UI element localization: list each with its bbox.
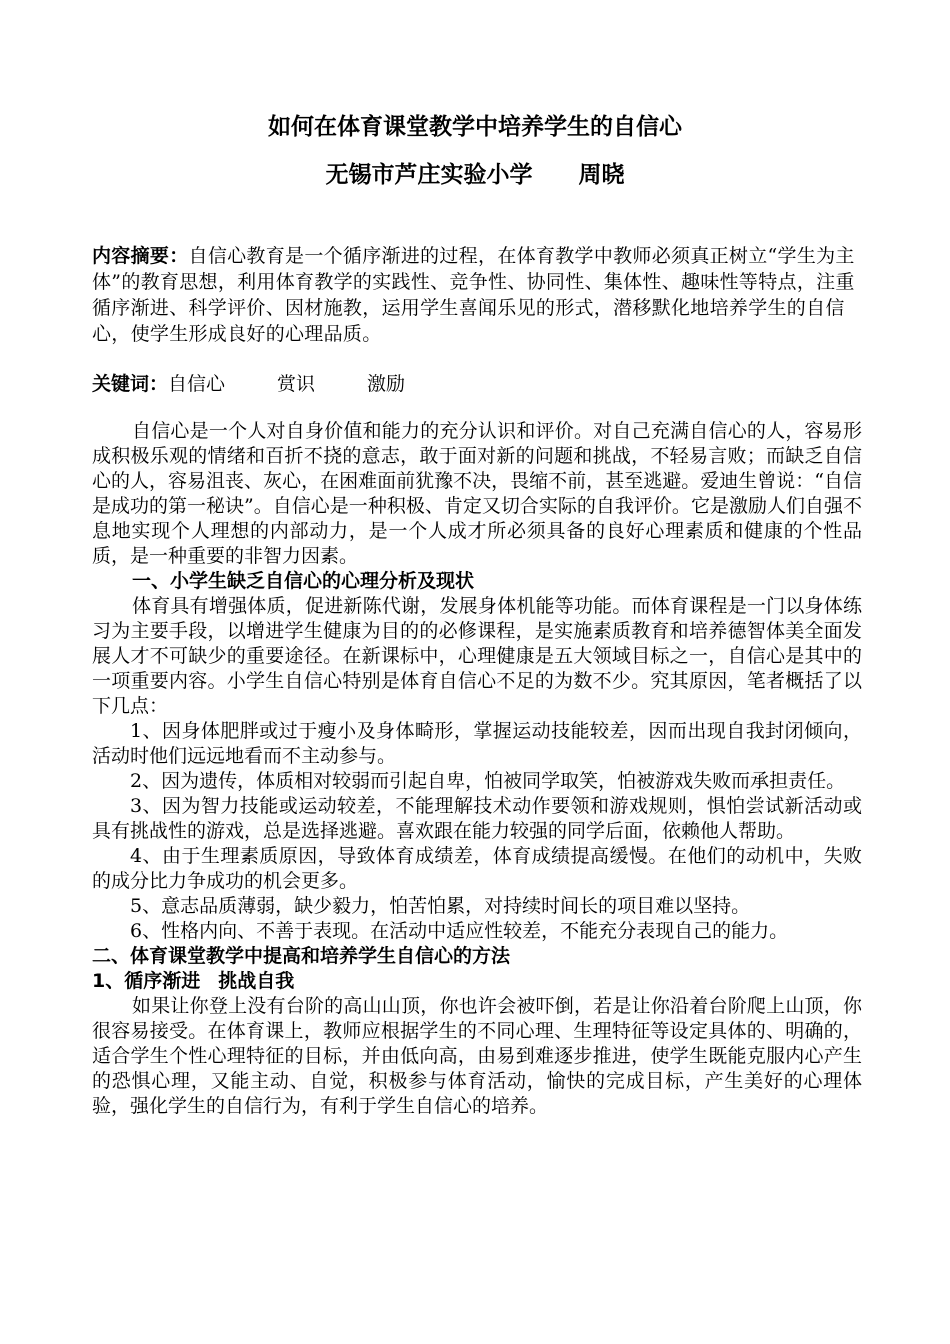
- keywords: [92, 371, 862, 397]
- author-name: 周晓: [578, 162, 625, 188]
- school-name: 无锡市芦庄实验小学: [325, 162, 533, 188]
- list-item: 2、因为遗传，体质相对较弱而引起自卑，怕被同学取笑，怕被游戏失败而承担责任。: [130, 770, 846, 792]
- abstract-label: 内容摘要：: [92, 245, 189, 267]
- list-item: 4、由于生理素质原因，导致体育成绩差，体育成绩提高缓慢。在他们的动机中，失败的成分比力争成功的机会更多。: [92, 845, 862, 892]
- author-line: [0, 156, 950, 189]
- subsection1-title: 挑战自我: [218, 970, 295, 992]
- abstract: [92, 243, 862, 347]
- list-item: 6、性格内向、不善于表现。在活动中适应性较差，不能充分表现自己的能力。: [130, 920, 789, 942]
- keyword: 激励: [367, 373, 406, 395]
- keywords-label: 关键词：: [92, 373, 169, 395]
- body-text: [92, 419, 862, 1119]
- keyword: 自信心: [168, 373, 226, 395]
- intro-paragraph: 自信心是一个人对自身价值和能力的充分认识和评价。对自己充满自信心的人，容易形成积极乐观的情绪和百折不挠的意志，敢于面对新的问题和挑战，不轻易言败；而缺乏自信心的人，容易沮丧、灰心，在困难面前犹豫不决，畏缩不前，甚至逃避。爱迪生曾说：“自信是成功的第一秘诀”。自信心是一种积极、肯定又切合实际的自我评价。它是激励人们自强不息地实现个人理想的内部动力，是一个人成才所必须具备的良好心理素质和健康的个性品质，是一种重要的非智力因素。: [92, 420, 862, 567]
- abstract-text: 自信心教育是一个循序渐进的过程，在体育教学中教师必须真正树立“学生为主体”的教育思想，利用体育教学的实践性、竞争性、协同性、集体性、趣味性等特点，注重循序渐进、科学评价、因材施教，运用学生喜闻乐见的形式，潜移默化地培养学生的自信心，使学生形成良好的心理品质。: [92, 245, 855, 345]
- list-item: 5、意志品质薄弱，缺少毅力，怕苦怕累，对持续时间长的项目难以坚持。: [130, 895, 751, 917]
- keyword: 赏识: [277, 373, 316, 395]
- subsection1-paragraph: 如果让你登上没有台阶的高山山顶，你也许会被吓倒，若是让你沿着台阶爬上山顶，你很容易接受。在体育课上，教师应根据学生的不同心理、生理特征等设定具体的、明确的，适合学生个性心理特征的目标，并由低向高，由易到难逐步推进，使学生既能克服内心产生的恐惧心理，又能主动、自觉，积极参与体育活动，愉快的完成目标，产生美好的心理体验，强化学生的自信行为，有利于学生自信心的培养。: [92, 995, 862, 1117]
- subsection1-heading: [92, 969, 862, 994]
- list-item: 1、因身体肥胖或过于瘦小及身体畸形，掌握运动技能较差，因而出现自我封闭倾向，活动时他们远远地看而不主动参与。: [92, 720, 862, 767]
- subsection1-number: 1、循序渐进: [92, 970, 201, 992]
- section1-paragraph: 体育具有增强体质，促进新陈代谢，发展身体机能等功能。而体育课程是一门以身体练习为主要手段，以增进学生健康为目的的必修课程，是实施素质教育和培养德智体美全面发展人才不可缺少的重要途径。在新课标中，心理健康是五大领域目标之一，自信心是其中的一项重要内容。小学生自信心特别是体育自信心不足的为数不少。究其原因，笔者概括了以下几点：: [92, 595, 862, 717]
- document-title: 如何在体育课堂教学中培养学生的自信心: [268, 114, 682, 140]
- section1-heading: 一、小学生缺乏自信心的心理分析及现状: [132, 570, 475, 592]
- list-item: 3、因为智力技能或运动较差，不能理解技术动作要领和游戏规则，惧怕尝试新活动或具有挑战性的游戏，总是选择逃避。喜欢跟在能力较强的同学后面，依赖他人帮助。: [92, 795, 862, 842]
- section2-heading: 二、体育课堂教学中提高和培养学生自信心的方法: [92, 945, 511, 967]
